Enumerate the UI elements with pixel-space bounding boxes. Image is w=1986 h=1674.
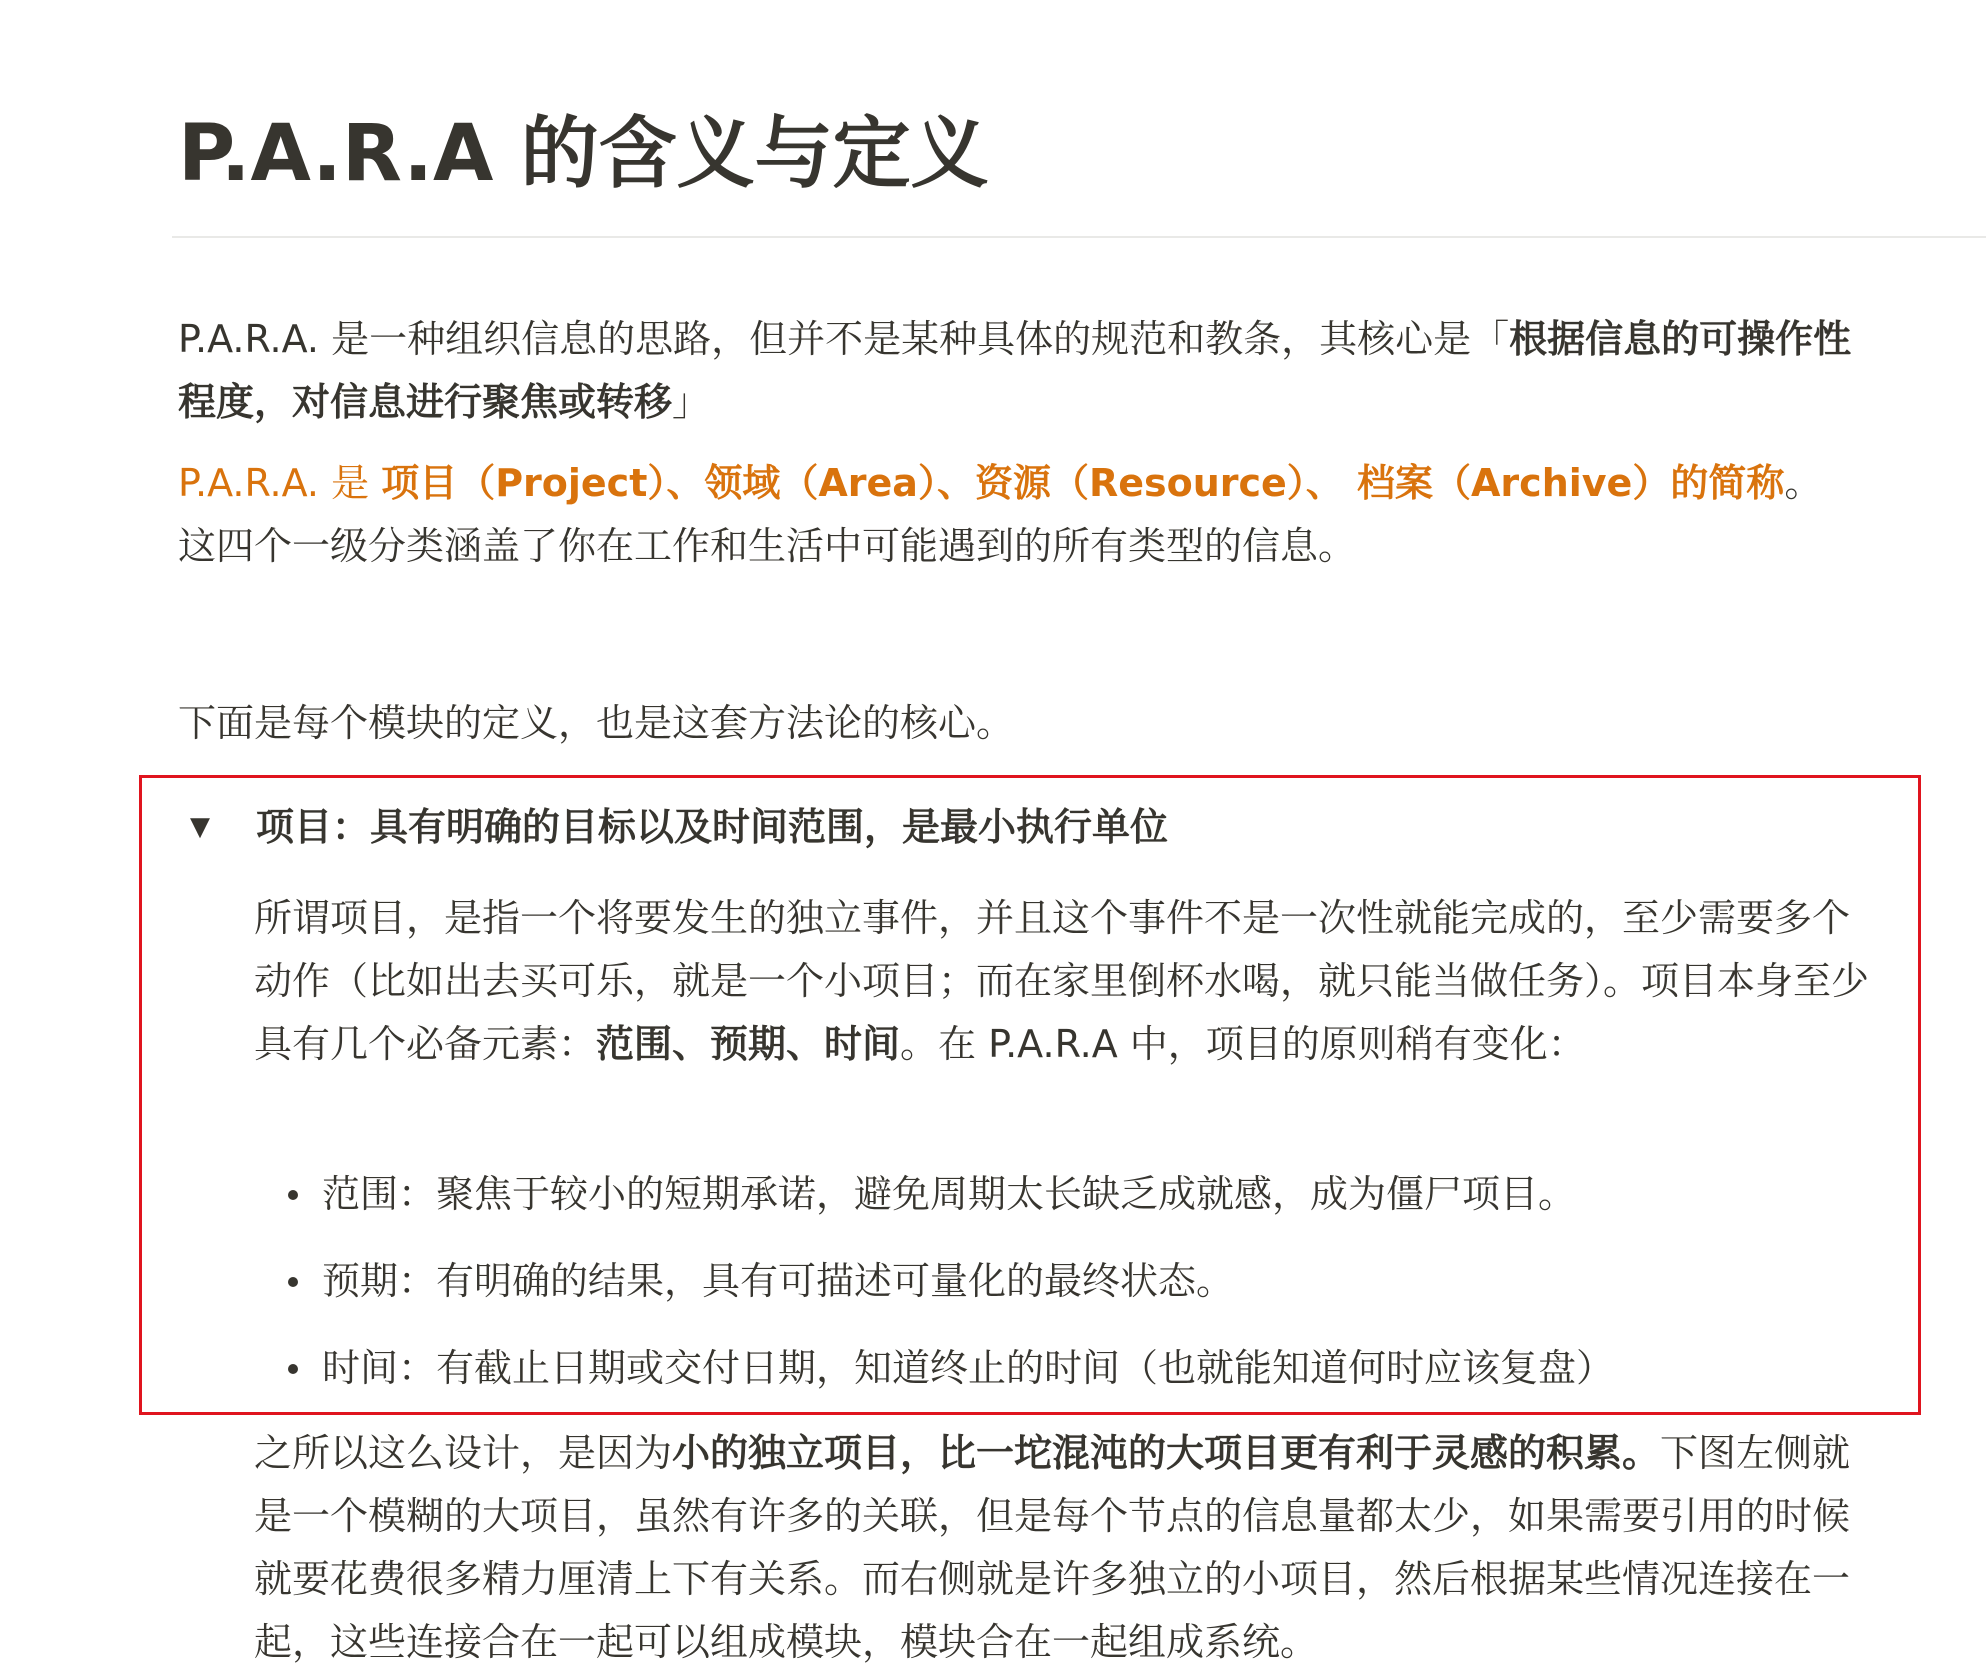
toggle-body-text-end: 。在 P.A.R.A 中，项目的原则稍有变化：: [900, 1022, 1586, 1066]
list-item: [286, 1250, 1886, 1313]
after-bold: 小的独立项目，比一坨混沌的大项目更有利于灵感的积累。: [672, 1431, 1661, 1475]
list-item: [286, 1337, 1886, 1400]
list-item-text: 预期：有明确的结果，具有可描述可量化的最终状态。: [322, 1259, 1235, 1303]
toggle-body-paragraph: [254, 887, 1874, 1076]
definition-paragraph: [178, 452, 1858, 578]
definition-orange-lead: P.A.R.A. 是: [178, 461, 382, 505]
toggle-arrow-down-icon[interactable]: ▼: [190, 812, 210, 842]
definition-orange-bold: 项目（Project）、领域（Area）、资源（Resource）、 档案（Archive）的简称: [381, 461, 1785, 505]
after-text-start: 之所以这么设计，是因为: [254, 1431, 673, 1475]
after-text-end: 下图左侧就是一个模糊的大项目，虽然有许多的关联，但是每个节点的信息量都太少，如果需要引用的时候就要花费很多精力厘清上下有关系。而右侧就是许多独立的小项目，然后根据某些情况连接在一起，这些连接合在一起可以组成模块，模块合在一起组成系统。: [254, 1431, 1851, 1664]
page-title: P.A.R.A 的含义与定义: [178, 109, 989, 199]
intro-text-end: 」: [672, 380, 711, 424]
title-divider: [172, 236, 1986, 238]
bullet-dot-icon: [288, 1190, 298, 1200]
project-principles-list: [286, 1163, 1886, 1424]
intro-paragraph: [178, 308, 1858, 434]
toggle-body-text-start: 所谓项目，是指一个将要发生的独立事件，并且这个事件不是一次性就能完成的，至少需要多个动作（比如出去买可乐，就是一个小项目；而在家里倒杯水喝，就只能当做任务）。项目本身至少具有几个必备元素：: [254, 896, 1870, 1066]
list-item-text: 范围：聚焦于较小的短期承诺，避免周期太长缺乏成就感，成为僵尸项目。: [322, 1172, 1577, 1216]
toggle-project[interactable]: [190, 796, 1168, 859]
bullet-dot-icon: [288, 1364, 298, 1374]
list-item-text: 时间：有截止日期或交付日期，知道终止的时间（也就能知道何时应该复盘）: [322, 1346, 1615, 1390]
module-intro-paragraph: 下面是每个模块的定义，也是这套方法论的核心。: [178, 701, 1015, 745]
toggle-body-bold: 范围、预期、时间: [596, 1022, 901, 1066]
after-toggle-paragraph: [254, 1422, 1874, 1674]
toggle-title: 项目：具有明确的目标以及时间范围，是最小执行单位: [256, 805, 1169, 849]
bullet-dot-icon: [288, 1277, 298, 1287]
list-item: [286, 1163, 1886, 1226]
definition-rest: 。这四个一级分类涵盖了你在工作和生活中可能遇到的所有类型的信息。: [178, 461, 1823, 568]
intro-text-start: P.A.R.A. 是一种组织信息的思路，但并不是某种具体的规范和教条，其核心是「: [178, 317, 1510, 361]
intro-bold-core: 根据信息的可操作性程度，对信息进行聚焦或转移: [178, 317, 1852, 424]
